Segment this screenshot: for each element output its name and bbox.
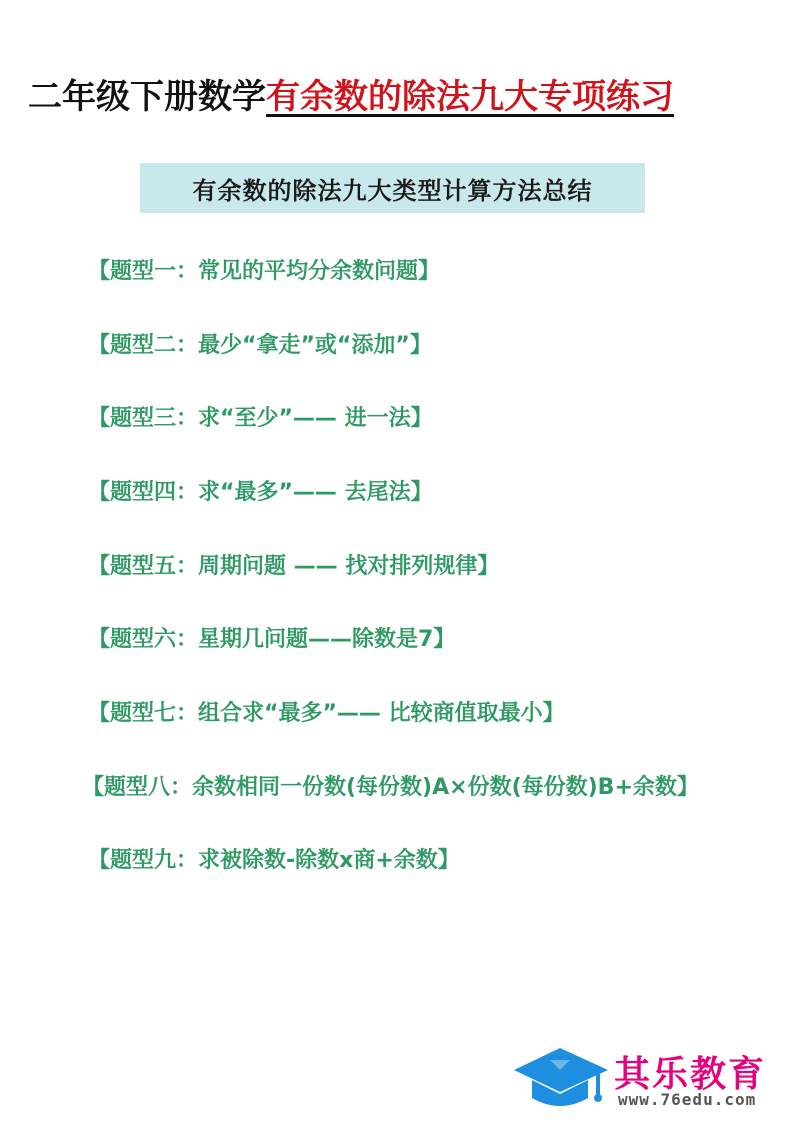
type-item-4: 【题型四：求“最多”—— 去尾法】 [88,480,433,505]
type-item-2: 【题型二：最少“拿走”或“添加”】 [88,333,432,358]
logo-name: 其乐教育 [614,1054,767,1095]
type-item-5: 【题型五：周期问题 —— 找对排列规律】 [88,554,500,579]
logo-url: www.76edu.com [618,1090,757,1109]
graduation-cap-icon [512,1040,612,1112]
type-item-1: 【题型一：常见的平均分余数问题】 [88,259,441,284]
type-item-6: 【题型六：星期几问题——除数是7】 [88,627,456,652]
type-item-8: 【题型八：余数相同一份数(每份数)A×份数(每份数)B+余数】 [82,775,699,800]
type-item-9: 【题型九：求被除数-除数x商+余数】 [88,848,460,873]
type-item-3: 【题型三：求“至少”—— 进一法】 [88,406,433,431]
title-topic: 有余数的除法九大专项练习 [266,77,674,117]
brand-logo [512,1040,787,1115]
type-item-7: 【题型七：组合求“最多”—— 比较商值取最小】 [88,701,565,726]
subtitle-text: 有余数的除法九大类型计算方法总结 [192,176,593,205]
title-grade: 二年级下册数学 [28,77,266,117]
